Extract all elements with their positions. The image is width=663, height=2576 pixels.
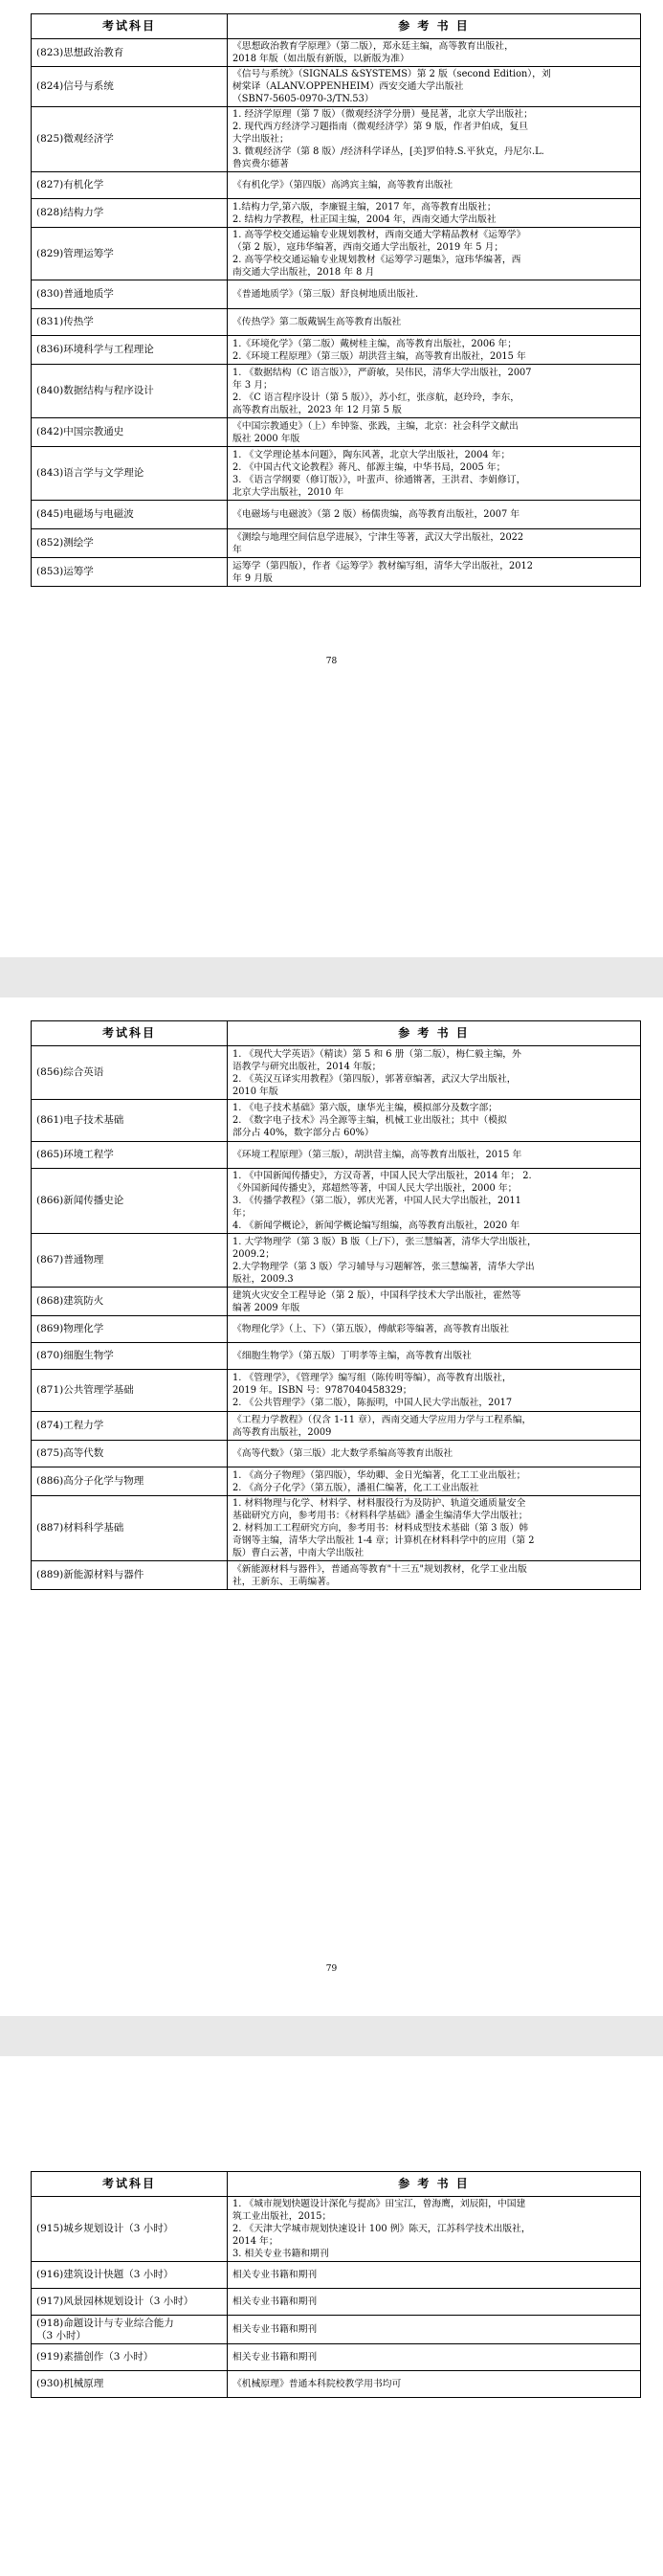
book-line: 1. 《现代大学英语》（精读）第 5 和 6 册（第二版），梅仁毅主编，外 [232, 1048, 521, 1060]
exam-subject: (871)公共管理学基础 [32, 1370, 228, 1412]
table-row [32, 1100, 641, 1142]
page-gap [0, 2016, 663, 2056]
exam-subject: (930)机械原理 [32, 2371, 228, 2398]
book-line: 年； [232, 1208, 252, 1219]
book-line: 2. 材料加工工程研究方向，参考用书：材料成型技术基础（第 3 版）韩 [232, 1523, 529, 1534]
reference-table-1 [31, 13, 641, 587]
book-line: 1. 《电子技术基础》第六版，康华光主编，模拟部分及数字部； [232, 1103, 497, 1113]
table-row [32, 1288, 641, 1316]
exam-subject: (865)环境工程学 [32, 1142, 228, 1169]
table-row [32, 2344, 641, 2371]
exam-subject: (861)电子技术基础 [32, 1100, 228, 1142]
exam-subject-line: （3 小时） [36, 2329, 87, 2341]
reference-books [228, 2316, 641, 2344]
reference-books [228, 1142, 641, 1169]
book-line: 《外国新闻传播史》，郑超然等著，中国人民大学出版社，2000 年； [232, 1183, 518, 1194]
book-line: 2. 《天津大学城市规划快速设计 100 例》陈天，江苏科学技术出版社， [232, 2224, 531, 2234]
book-line: 2010 年版 [232, 1086, 278, 1097]
book-line: 2. 《高分子化学》（第五版），潘祖仁编著，化工工业出版社 [232, 1482, 479, 1493]
book-line: 社，王新东、王萌编著。 [232, 1576, 336, 1587]
book-line: 1. 大学物理学（第 3 版）B 版（上/下），张三慧编著，清华大学出版社， [232, 1236, 537, 1247]
table-row [32, 1234, 641, 1288]
page-2 [0, 997, 663, 2016]
book-line: 年 [232, 544, 242, 555]
table-row [32, 1343, 641, 1370]
exam-subject: (840)数据结构与程序设计 [32, 365, 228, 418]
book-line: 北京大学出版社，2010 年 [232, 486, 344, 498]
table-row [32, 1142, 641, 1169]
table-row [32, 447, 641, 501]
book-line: 高等教育出版社，2009 [232, 1426, 332, 1438]
book-line: 2. 《C 语言程序设计（第 5 版）》，苏小红，张彦航，赵玲玲，李东， [232, 392, 520, 403]
table-row [32, 1412, 641, 1441]
exam-subject: (875)高等代数 [32, 1441, 228, 1467]
book-line: 《细胞生物学》（第五版）丁明孝等主编，高等教育出版社 [232, 1351, 472, 1361]
reference-books [228, 107, 641, 172]
book-line: 版社 2000 年版 [232, 433, 300, 444]
reference-books [228, 280, 641, 309]
table-row [32, 2262, 641, 2289]
reference-books [228, 199, 641, 228]
exam-subject: (823)思想政治教育 [32, 39, 228, 67]
book-line: 2009.2； [232, 1248, 276, 1260]
book-line: 《有机化学》（第四版）高鸿宾主编，高等教育出版社 [232, 180, 453, 190]
book-line: 1. 经济学原理（第 7 版）（微观经济学分册）曼昆著，北京大学出版社； [232, 109, 533, 120]
reference-books [228, 336, 641, 365]
book-line: 1. 《城市规划快题设计深化与提高》田宝江，曾海鹰，刘辰阳，中国建 [232, 2199, 526, 2209]
book-line: 3. 相关专业书籍和期刊 [232, 2249, 329, 2259]
reference-books [228, 2197, 641, 2262]
book-line: 2014 年； [232, 2236, 278, 2247]
book-line: 年 9 月版 [232, 572, 273, 584]
table-row [32, 1561, 641, 1590]
exam-subject: (824)信号与系统 [32, 67, 228, 107]
table-row [32, 501, 641, 529]
table-row [32, 39, 641, 67]
book-line: 《环境工程原理》（第三版），胡洪营主编，高等教育出版社，2015 年 [232, 1150, 522, 1160]
exam-subject-full [36, 2342, 37, 2343]
reference-books [228, 309, 641, 336]
book-line: 树棠译（ALANV.OPPENHEIM）西安交通大学出版社 [232, 81, 464, 92]
reference-books [228, 418, 641, 447]
table-row [32, 1370, 641, 1412]
reference-books [228, 1561, 641, 1590]
reference-books [228, 1100, 641, 1142]
book-line: 1. 《高分子物理》（第四版），华幼卿、金日光编著，化工工业出版社； [232, 1469, 526, 1481]
exam-subject: (868)建筑防火 [32, 1288, 228, 1316]
book-line: 版社，2009.3 [232, 1273, 294, 1285]
book-line: 《信号与系统》（SIGNALS &SYSTEMS）第 2 版（second Edition），刘 [232, 69, 551, 79]
reference-books [228, 1288, 641, 1316]
book-line: 基础研究方向，参考用书：《材料科学基础》潘金生编清华大学出版社； [232, 1511, 528, 1521]
book-line: 相关专业书籍和期刊 [232, 2324, 318, 2335]
book-line: 2. 现代西方经济学习题指南（微观经济学）第 9 版，作者尹伯成，复旦 [232, 122, 529, 132]
exam-subject: (825)微观经济学 [32, 107, 228, 172]
table-row [32, 336, 641, 365]
book-line: 筑工业出版社，2015； [232, 2211, 332, 2222]
book-line: 《普通地质学》（第三版）舒良树地质出版社. [232, 289, 419, 300]
header-books: 参 考 书 目 [228, 2172, 641, 2197]
book-line: 《高等代数》（第三版）北大数学系编高等教育出版社 [232, 1448, 453, 1459]
page-1 [0, 0, 663, 957]
book-line: 2. 《数字电子技术》冯全源等主编，机械工业出版社；其中（模拟 [232, 1115, 507, 1126]
reference-books [228, 529, 641, 558]
exam-subject: (866)新闻传播史论 [32, 1169, 228, 1234]
book-line: 1. 《中国新闻传播史》，方汉奇著，中国人民大学出版社，2014 年； 2. [232, 1171, 532, 1181]
reference-books [228, 1169, 641, 1234]
exam-subject: (831)传热学 [32, 309, 228, 336]
book-line: 部分占 40%，数字部分占 60%） [232, 1128, 374, 1138]
reference-books [228, 228, 641, 280]
exam-subject: (917)风景园林规划设计（3 小时） [32, 2289, 228, 2316]
book-line: 《传热学》第二版戴锅生高等教育出版社 [232, 317, 402, 327]
exam-subject: (887)材料科学基础 [32, 1496, 228, 1561]
reference-books [228, 67, 641, 107]
book-line: 2. 《英汉互译实用教程》（第四版），郭著章编著，武汉大学出版社， [232, 1073, 517, 1085]
book-line: 《工程力学教程》（仅含 1-11 章），西南交通大学应用力学与工程系编， [232, 1414, 532, 1425]
book-line: 《电磁场与电磁波》（第 2 版）杨儒贵编，高等教育出版社，2007 年 [232, 509, 520, 520]
reference-books [228, 1343, 641, 1370]
reference-books [228, 1441, 641, 1467]
exam-subject: (836)环境科学与工程理论 [32, 336, 228, 365]
header-subject: 考试科目 [32, 14, 228, 39]
table-row [32, 418, 641, 447]
table-row [32, 365, 641, 418]
reference-books [228, 1234, 641, 1288]
book-line: 2019 年。ISBN 号：9787040458329； [232, 1385, 412, 1396]
table-row [32, 1441, 641, 1467]
page-3 [0, 2056, 663, 2576]
book-line: 1.《环境化学》（第二版）戴树桂主编，高等教育出版社，2006 年； [232, 338, 518, 349]
book-line: 2.大学物理学（第 3 版）学习辅导与习题解答，张三慧编著，清华大学出 [232, 1261, 535, 1272]
exam-subject: (852)测绘学 [32, 529, 228, 558]
book-line: 2018 年版（如出版有新版，以新版为准） [232, 54, 409, 64]
reference-books [228, 1316, 641, 1343]
reference-table-2 [31, 1020, 641, 1590]
reference-books [228, 1370, 641, 1412]
reference-books [228, 1412, 641, 1441]
book-line: 1. 高等学校交通运输专业规划教材，西南交通大学精品教材《运筹学》 [232, 230, 526, 240]
table-row [32, 529, 641, 558]
table-row [32, 280, 641, 309]
book-line: 《物理化学》（上、下）（第五版），傅献彩等编著，高等教育出版社 [232, 1324, 510, 1334]
table-row [32, 172, 641, 199]
reference-books [228, 1496, 641, 1561]
book-line: 运筹学（第四版），作者《运筹学》教材编写组，清华大学出版社，2012 [232, 560, 533, 571]
book-line: 3. 微观经济学（第 8 版）/经济科学译丛，[美]罗伯特.S.平狄克，丹尼尔.L. [232, 146, 544, 157]
exam-subject: (829)管理运筹学 [32, 228, 228, 280]
exam-subject: (867)普通物理 [32, 1234, 228, 1288]
exam-subject: (828)结构力学 [32, 199, 228, 228]
page-gap [0, 957, 663, 997]
table-row [32, 1316, 641, 1343]
book-line: 2.《环境工程原理》（第三版）胡洪营主编，高等教育出版社，2015 年 [232, 350, 526, 362]
exam-subject: (886)高分子化学与物理 [32, 1467, 228, 1496]
exam-subject: (889)新能源材料与器件 [32, 1561, 228, 1590]
book-line: 1.结构力学,第六版，李廉锟主编，2017 年，高等教育出版社； [232, 201, 497, 213]
book-line: （SBN7-5605-0970-3/TN.53） [232, 94, 374, 104]
book-line: 相关专业书籍和期刊 [232, 2352, 318, 2363]
reference-books [228, 2371, 641, 2398]
book-line: 1. 《管理学》，《管理学》编写组（陈传明等编），高等教育出版社， [232, 1373, 512, 1383]
book-line: 建筑火灾安全工程导论（第 2 版），中国科学技术大学出版社，霍然等 [232, 1289, 521, 1301]
reference-books [228, 1046, 641, 1100]
header-subject: 考试科目 [32, 2172, 228, 2197]
reference-books [228, 365, 641, 418]
table-row [32, 558, 641, 587]
page-number: 78 [325, 657, 338, 666]
table-body [32, 1046, 641, 1590]
book-line: 《思想政治教育学原理》（第二版），郑永廷主编，高等教育出版社， [232, 41, 514, 52]
reference-books [228, 501, 641, 529]
table-row [32, 309, 641, 336]
book-line: 《机械原理》普通本科院校教学用书均可 [232, 2379, 402, 2389]
book-line: 鲁宾费尔德著 [232, 159, 289, 169]
table-body [32, 39, 641, 587]
book-line: 编著 2009 年版 [232, 1302, 300, 1313]
exam-subject: (842)中国宗教通史 [32, 418, 228, 447]
exam-subject: (843)语言学与文学理论 [32, 447, 228, 501]
page-number: 79 [325, 1964, 338, 1974]
table-row [32, 1496, 641, 1561]
exam-subject: (870)细胞生物学 [32, 1343, 228, 1370]
book-line: 《新能源材料与器件》，普通高等教育"十三五"规划教材，化学工业出版 [232, 1563, 527, 1575]
book-line: 相关专业书籍和期刊 [232, 2296, 318, 2307]
book-line: 1. 《数据结构（C 语言版）》，严蔚敏，吴伟民，清华大学出版社，2007 [232, 367, 532, 378]
table-row [32, 1046, 641, 1100]
exam-subject-line: (918)命题设计与专业综合能力 [36, 2317, 174, 2329]
book-line: 奇钢等主编，清华大学出版社 1-4 章；计算机在材料科学中的应用（第 2 [232, 1535, 535, 1546]
table-row [32, 1467, 641, 1496]
book-line: 相关专业书籍和期刊 [232, 2270, 318, 2280]
book-line: 年 3 月； [232, 379, 273, 391]
table-row [32, 2289, 641, 2316]
book-line: 1. 《文学理论基本问题》，陶东风著，北京大学出版社，2004 年； [232, 449, 511, 460]
table-row [32, 199, 641, 228]
exam-subject: (856)综合英语 [32, 1046, 228, 1100]
table-row [32, 107, 641, 172]
exam-subject: (830)普通地质学 [32, 280, 228, 309]
exam-subject: (874)工程力学 [32, 1412, 228, 1441]
book-line: 版）曹白云著，中南大学出版社 [232, 1548, 365, 1558]
reference-table-3 [31, 2171, 641, 2398]
book-line: 大学出版社； [232, 134, 289, 145]
table-row [32, 2371, 641, 2398]
book-line: 3. 《传播学教程》（第二版），郭庆光著，中国人民大学出版社，2011 [232, 1196, 521, 1206]
exam-subject: (919)素描创作（3 小时） [32, 2344, 228, 2371]
table-row [32, 228, 641, 280]
reference-books [228, 2344, 641, 2371]
book-line: 2. 《公共管理学》（第二版），陈振明，中国人民大学出版社，2017 [232, 1398, 513, 1408]
exam-subject: (915)城乡规划设计（3 小时） [32, 2197, 228, 2262]
exam-subject: (845)电磁场与电磁波 [32, 501, 228, 529]
reference-books [228, 558, 641, 587]
book-line: 4. 《新闻学概论》，新闻学概论编写组编，高等教育出版社，2020 年 [232, 1221, 520, 1231]
reference-books [228, 2289, 641, 2316]
reference-books [228, 39, 641, 67]
table-row [32, 2197, 641, 2262]
exam-subject: (869)物理化学 [32, 1316, 228, 1343]
reference-books [228, 447, 641, 501]
book-line: 语教学与研究出版社，2014 年版； [232, 1061, 382, 1072]
exam-subject [32, 2316, 228, 2344]
table-body [32, 2197, 641, 2398]
book-line: 1. 材料物理与化学、材料学、材料服役行为及防护、轨道交通质量安全 [232, 1498, 526, 1509]
book-line: 2. 结构力学教程，杜正国主编，2004 年，西南交通大学出版社 [232, 213, 497, 225]
header-books: 参 考 书 目 [228, 1021, 641, 1046]
exam-subject: (827)有机化学 [32, 172, 228, 199]
reference-books [228, 2262, 641, 2289]
exam-subject: (853)运筹学 [32, 558, 228, 587]
book-line: 《中国宗教通史》（上）牟钟鉴、张践，主编，北京：社会科学文献出 [232, 420, 519, 432]
book-line: （第 2 版），寇玮华编著，西南交通大学出版社，2019 年 5 月； [232, 242, 504, 253]
table-row [32, 2316, 641, 2344]
book-line: 3. 《语言学纲要（修订版）》，叶蜚声、徐通锵著，王洪君、李娟修订， [232, 474, 526, 485]
reference-books [228, 172, 641, 199]
header-books: 参 考 书 目 [228, 14, 641, 39]
book-line: 2. 高等学校交通运输专业规划教材《运筹学习题集》，寇玮华编著，西 [232, 255, 521, 265]
book-line: 2. 《中国古代文论教程》蒋凡、郁源主编，中华书局，2005 年； [232, 461, 506, 473]
table-row [32, 1169, 641, 1234]
table-row [32, 67, 641, 107]
book-line: 《测绘与地理空间信息学进展》，宁津生等著，武汉大学出版社，2022 [232, 531, 524, 543]
exam-subject: (916)建筑设计快题（3 小时） [32, 2262, 228, 2289]
header-subject: 考试科目 [32, 1021, 228, 1046]
reference-books [228, 1467, 641, 1496]
book-line: 高等教育出版社，2023 年 12 月第 5 版 [232, 404, 402, 415]
book-line: 南交通大学出版社，2018 年 8 月 [232, 267, 375, 278]
